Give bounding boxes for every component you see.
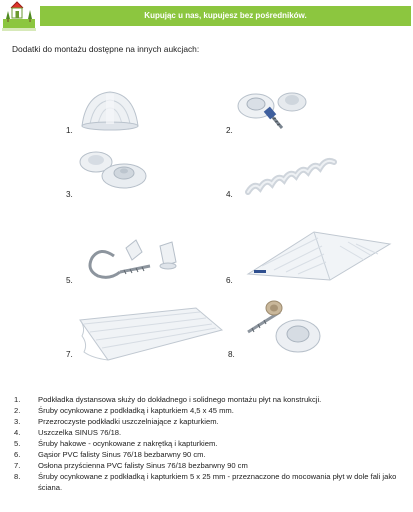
list-item-text: Przezroczyste podkładki uszczelniające z kapturkiem.: [38, 417, 219, 426]
sealing-washer-icon: [72, 146, 154, 192]
gallery-number-3: 3.: [66, 190, 73, 199]
list-item: [14, 405, 410, 416]
screw-with-cap-small-icon: [240, 292, 326, 356]
description-list: [14, 394, 410, 493]
gallery-number-1: 1.: [66, 126, 73, 135]
list-item-text: Osłona przyścienna PVC falisty Sinus 76/18 bezbarwny 90 cm: [38, 461, 248, 470]
list-item: [14, 416, 410, 427]
list-item-text: Śruby ocynkowane z podkładką i kapturkiem 5 x 25 mm - przeznaczone do mocowania płyt w dole fali jako ściana.: [38, 472, 397, 492]
list-item: [14, 471, 410, 493]
list-item: [14, 427, 410, 438]
list-item: [14, 438, 410, 449]
intro-text: Dodatki do montażu dostępne na innych aukcjach:: [12, 44, 200, 54]
list-item: [14, 449, 410, 460]
list-item-number: 4.: [14, 428, 21, 437]
list-item-number: 1.: [14, 395, 21, 404]
list-item-number: 5.: [14, 439, 21, 448]
list-item-number: 6.: [14, 450, 21, 459]
list-item-text: Śruby ocynkowane z podkładką i kapturkiem 4,5 x 45 mm.: [38, 406, 234, 415]
screw-with-cap-icon: [230, 84, 322, 134]
list-item-text: Uszczelka SINUS 76/18.: [38, 428, 122, 437]
list-item: [14, 394, 410, 405]
page-header: [0, 0, 413, 32]
list-item: [14, 460, 410, 471]
header-banner: Kupując u nas, kupujesz bez pośredników.: [40, 6, 411, 26]
gallery-number-6: 6.: [226, 276, 233, 285]
list-item-number: 2.: [14, 406, 21, 415]
list-item-number: 3.: [14, 417, 21, 426]
gallery-number-8: 8.: [228, 350, 235, 359]
hook-bolt-icon: [80, 236, 188, 288]
gallery-number-5: 5.: [66, 276, 73, 285]
gallery-number-2: 2.: [226, 126, 233, 135]
ridge-cap-icon: [244, 226, 394, 282]
gallery-number-7: 7.: [66, 350, 73, 359]
list-item-text: Śruby hakowe - ocynkowane z nakrętką i kapturkiem.: [38, 439, 218, 448]
list-item-text: Gąsior PVC falisty Sinus 76/18 bezbarwny 90 cm.: [38, 450, 206, 459]
house-with-trees-logo-icon: [2, 1, 36, 31]
list-item-text: Podkładka dystansowa służy do dokładnego i solidnego montażu płyt na konstrukcji.: [38, 395, 322, 404]
sinus-gasket-icon: [244, 154, 342, 196]
list-item-number: 8.: [14, 472, 21, 481]
wall-flashing-icon: [76, 302, 226, 368]
gallery-number-4: 4.: [226, 190, 233, 199]
list-item-number: 7.: [14, 461, 21, 470]
washer-pad-icon: [76, 86, 144, 132]
